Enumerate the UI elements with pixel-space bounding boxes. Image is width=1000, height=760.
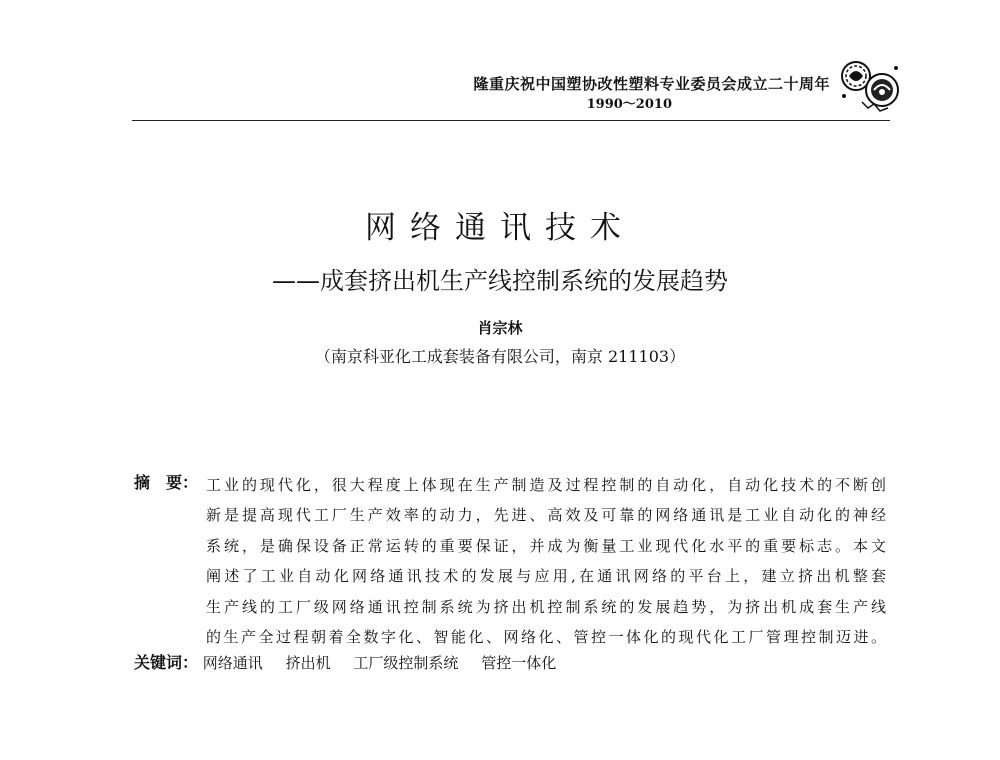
paper-title: 网络通讯技术 — [365, 210, 635, 246]
abstract-line: 系统，是确保设备正常运转的重要保证，并成为衡量工业现代化水平的重要标志。本文 — [206, 536, 886, 555]
abstract-line: 阐述了工业自动化网络通讯技术的发展与应用,在通讯网络的平台上，建立挤出机整套 — [206, 567, 886, 586]
abstract-label: 摘 要： — [134, 473, 199, 492]
running-header-title: 隆重庆祝中国塑协改性塑料专业委员会成立二十周年 — [473, 75, 830, 93]
abstract-body — [206, 470, 886, 652]
abstract-line: 新是提高现代工厂生产效率的动力，先进、高效及可靠的网络通讯是工业自动化的神经 — [206, 506, 886, 525]
running-header-years: 1990～2010 — [586, 97, 672, 112]
paper-subtitle: ——成套挤出机生产线控制系统的发展趋势 — [272, 267, 728, 295]
keywords — [134, 652, 574, 674]
author-name: 肖宗林 — [477, 319, 523, 337]
header-rule — [132, 120, 890, 121]
keyword-item: 挤出机 — [285, 654, 331, 672]
running-header — [300, 74, 830, 114]
keywords-label: 关键词： — [134, 653, 199, 672]
keyword-item: 工厂级控制系统 — [353, 654, 459, 672]
keyword-item: 管控一体化 — [481, 654, 557, 672]
abstract-line: 生产线的工厂级网络通讯控制系统为挤出机控制系统的发展趋势，为挤出机成套生产线 — [206, 597, 886, 616]
anniversary-emblem-icon — [832, 56, 904, 118]
abstract-line: 的生产全过程朝着全数字化、智能化、网络化、管控一体化的现代化工厂管理控制迈进。 — [206, 627, 886, 646]
author-affiliation: （南京科亚化工成套装备有限公司，南京 211103） — [314, 347, 686, 366]
abstract-line: 工业的现代化，很大程度上体现在生产制造及过程控制的自动化，自动化技术的不断创 — [206, 476, 886, 494]
keyword-item: 网络通讯 — [202, 654, 263, 672]
